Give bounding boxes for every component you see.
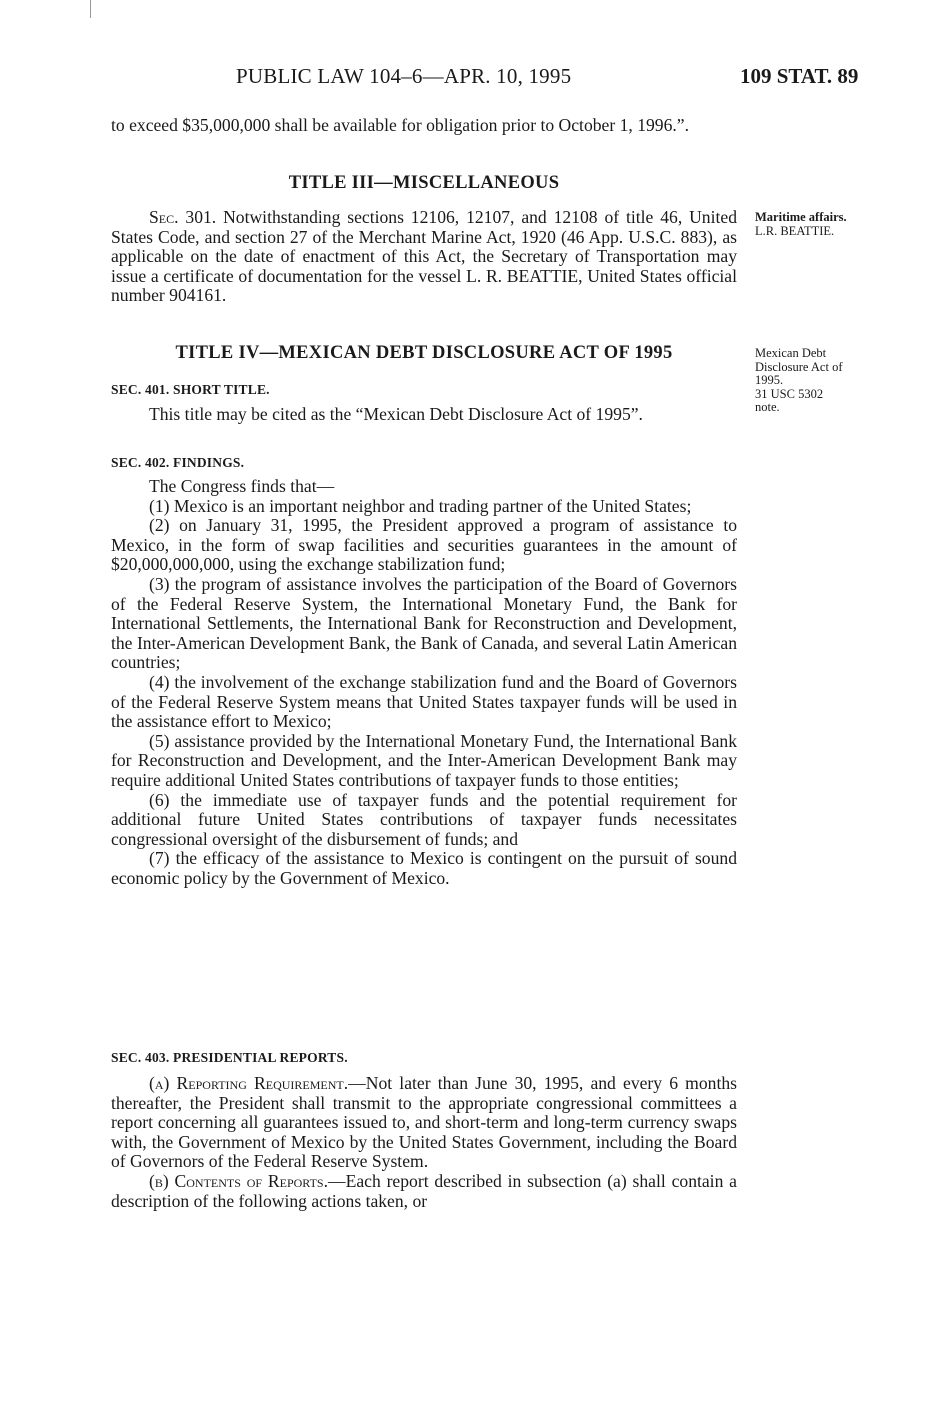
section-403b-paragraph <box>111 1172 737 1211</box>
margin-note-line: L.R. BEATTIE. <box>755 223 835 238</box>
section-401 <box>111 405 737 425</box>
finding-item: (2) on January 31, 1995, the President approved a program of assistance to Mexico, in the form of swap facilities and securities guarantees in the amount of $20,000,000,000, using the exchange stabilization fund; <box>111 515 737 575</box>
section-403a-label: (a) Reporting Requirement. <box>149 1073 349 1093</box>
continued-text <box>111 116 737 136</box>
section-402-heading: SEC. 402. FINDINGS. <box>111 455 245 470</box>
margin-note-line: Mexican Debt <box>755 346 827 360</box>
finding-item: (1) Mexico is an important neighbor and trading partner of the United States; <box>149 495 692 516</box>
section-401-heading: SEC. 401. SHORT TITLE. <box>111 382 270 397</box>
section-401-paragraph: This title may be cited as the “Mexican Debt Disclosure Act of 1995”. <box>149 404 643 424</box>
finding-item: (5) assistance provided by the International Monetary Fund, the International Bank for Reconstruction and Development, and the Inter-American Development Bank may require additional United States contributions of taxpayer funds to those entities; <box>111 730 737 790</box>
margin-note-line: note. <box>755 400 780 415</box>
title-iv-heading: TITLE IV—MEXICAN DEBT DISCLOSURE ACT OF 1995 <box>175 343 673 363</box>
section-301-label: Sec. 301. <box>149 207 217 227</box>
section-301-paragraph <box>111 208 737 306</box>
margin-note-line: 1995. <box>755 373 784 388</box>
title-iii-heading: TITLE III—MISCELLANEOUS <box>288 173 560 193</box>
margin-note-line: Maritime affairs. <box>755 210 847 224</box>
margin-note-line: 31 USC 5302 <box>755 386 824 401</box>
section-301 <box>111 208 737 306</box>
margin-note-line: Disclosure Act of <box>755 359 843 374</box>
title-iv-heading-block <box>111 344 737 364</box>
section-403a-text: —Not later than June 30, 1995, and every 6 months thereafter, the President shall transmit to the appropriate congressional committees a report concerning all guarantees issued to, and short-term and long-term currency swaps with, the Government of Mexico by the United States Government, including the Board of Governors of the Federal Reserve System. <box>111 1073 737 1172</box>
section-403-heading: SEC. 403. PRESIDENTIAL REPORTS. <box>111 1050 348 1065</box>
finding-item: (4) the involvement of the exchange stabilization fund and the Board of Governors of the Federal Reserve System means that United States taxpayer funds will be used in the assistance effort to Mexico; <box>111 671 737 732</box>
section-403a-paragraph <box>111 1074 737 1172</box>
section-402 <box>111 477 737 888</box>
section-301-text: Notwithstanding sections 12106, 12107, and 12108 of title 46, United States Code, and section 27 of the Merchant Marine Act, 1920 (46 App. U.S.C. 883), as applicable on the date of enactment of this Act, the Secretary of Transportation may issue a certificate of documentation for the vessel L. R. BEATTIE, United States official number 904161. <box>111 207 737 306</box>
margin-note-maritime <box>755 211 915 238</box>
finding-item: (7) the efficacy of the assistance to Mexico is contingent on the pursuit of sound economic policy by the Government of Mexico. <box>111 848 737 888</box>
scan-mark <box>90 0 91 18</box>
title-iii-heading-block <box>111 174 737 194</box>
section-403b-label: (b) Contents of Reports. <box>149 1170 328 1191</box>
page-number: 109 STAT. 89 <box>740 64 859 88</box>
section-403 <box>111 1074 737 1211</box>
section-403-heading-block <box>111 1048 737 1068</box>
finding-item: (6) the immediate use of taxpayer funds and the potential requirement for additional future United States contributions of taxpayer funds necessitates congressional oversight of the disbursement of funds; and <box>111 789 737 849</box>
section-401-heading-block <box>111 380 737 400</box>
section-403b-text: —Each report described in subsection (a) shall contain a description of the following actions taken, or <box>111 1170 737 1211</box>
findings-intro: The Congress finds that— <box>149 476 335 496</box>
finding-item: (3) the program of assistance involves the participation of the Board of Governors of the Federal Reserve System, the International Monetary Fund, the Bank for International Settlements, the International Bank for Reconstruction and Development, the Inter-American Development Bank, the Bank of Canada, and several Latin American countries; <box>111 573 737 673</box>
running-header: PUBLIC LAW 104–6—APR. 10, 1995 <box>236 64 572 88</box>
margin-note-mexican-debt <box>755 347 915 415</box>
continued-paragraph: to exceed $35,000,000 shall be available for obligation prior to October 1, 1996.”. <box>111 115 689 135</box>
section-402-heading-block <box>111 453 737 473</box>
